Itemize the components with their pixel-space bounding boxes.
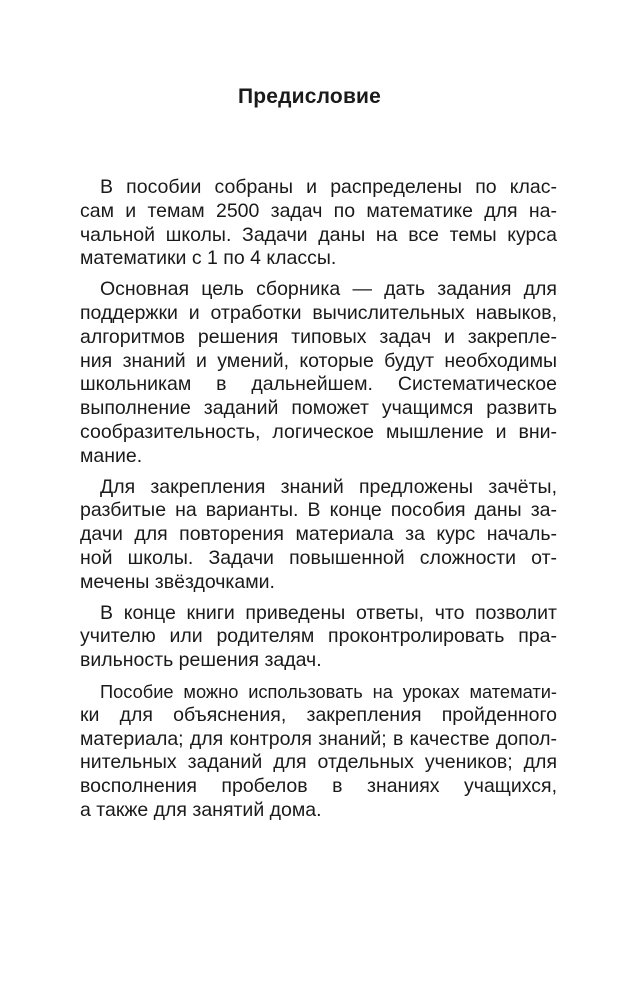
text-line: Основная цель сборника — дать задания для (100, 278, 557, 301)
preface-body (80, 176, 557, 830)
text-line: сообразительность, логическое мышление и вни- (80, 420, 557, 443)
paragraph-5 (80, 680, 557, 823)
text-line: чальной школы. Задачи даны на все темы курса (80, 223, 557, 246)
text-line: ной школы. Задачи повышенной сложности от- (80, 546, 557, 569)
text-line: а также для занятий дома. (80, 798, 322, 821)
paragraph-1 (80, 176, 557, 271)
paragraph-3 (80, 476, 557, 595)
text-line: восполнения пробелов в знаниях учащихся, (80, 775, 557, 798)
paragraph-2 (80, 278, 557, 468)
text-line: поддержки и отработки вычислительных навыков, (80, 301, 557, 324)
text-line: ния знаний и умений, которые будут необходимы (80, 349, 557, 372)
text-line: нительных заданий для отдельных учеников; для (80, 751, 557, 774)
text-line: школьникам в дальнейшем. Систематическое (80, 373, 557, 396)
text-line: вильность решения задач. (80, 649, 322, 672)
text-line: сам и темам 2500 задач по математике для на- (80, 199, 557, 222)
text-line: выполнение заданий поможет учащимся развить (80, 397, 557, 420)
text-line: ки для объяснения, закрепления пройденного (80, 703, 557, 726)
text-line: материала; для контроля знаний; в качестве допол- (80, 727, 557, 750)
text-line: В пособии собраны и распределены по клас- (100, 176, 557, 198)
text-line: В конце книги приведены ответы, что позволит (100, 601, 557, 624)
page-title: Предисловие (237, 85, 382, 108)
text-line: мание. (80, 444, 143, 467)
text-line: алгоритмов решения типовых задач и закрепле- (80, 325, 557, 348)
text-line: разбитые на варианты. В конце пособия даны за- (80, 499, 557, 522)
text-line: дачи для повторения материала за курс началь- (80, 523, 557, 546)
text-line: Пособие можно использовать на уроках математи- (100, 680, 557, 702)
text-line: мечены звёздочками. (80, 570, 275, 593)
text-line: учителю или родителям проконтролировать пра- (80, 625, 557, 648)
paragraph-4 (80, 602, 557, 673)
text-line: математики с 1 по 4 классы. (80, 247, 337, 270)
text-line: Для закрепления знаний предложены зачёты, (100, 475, 557, 498)
